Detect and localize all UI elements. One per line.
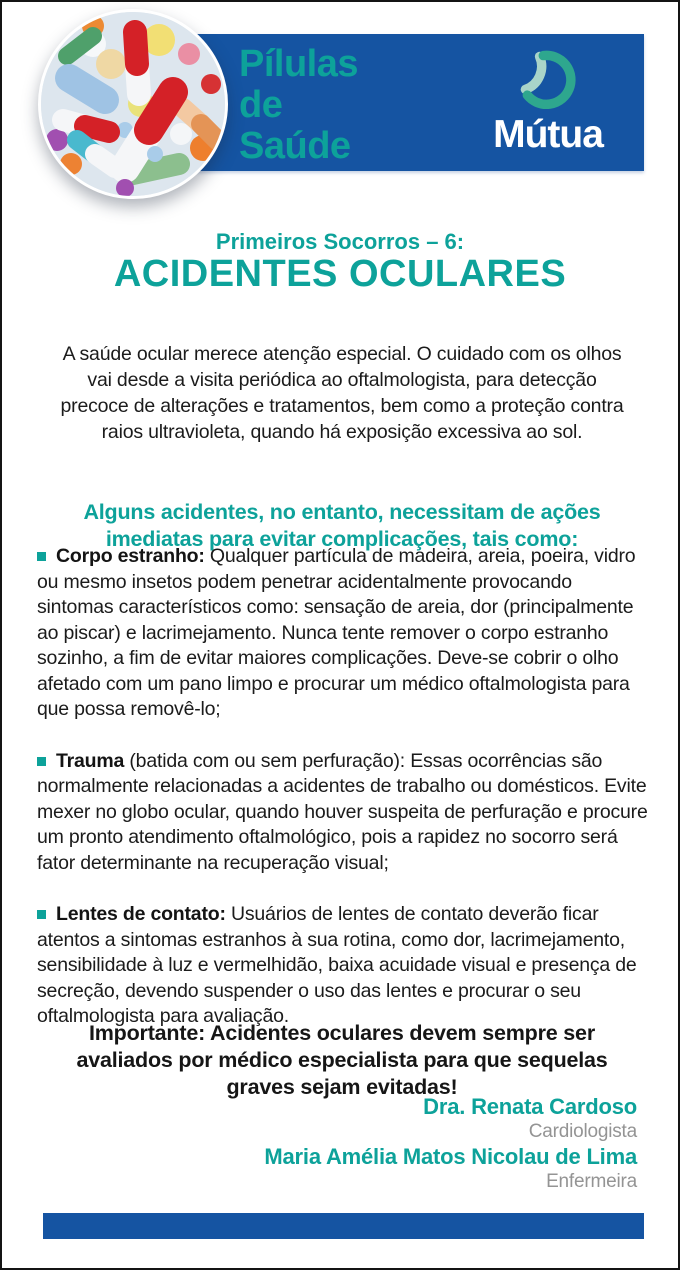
bullet-square-icon	[37, 757, 46, 766]
swirl-ring-icon	[515, 49, 581, 113]
list-item	[37, 902, 649, 1030]
signature-name: Maria Amélia Matos Nicolau de Lima	[264, 1144, 637, 1169]
intro-paragraph: A saúde ocular merece atenção especial. O cuidado com os olhos vai desde a visita periódica ao oftalmologista, para detecção precoce de alterações e tratamentos, bem como a proteção contra raios ultravioleta, quando há exposição excessiva ao sol.	[60, 342, 624, 443]
bullet-term: Lentes de contato:	[56, 903, 226, 925]
footer-bar	[43, 1213, 644, 1239]
important-note: Importante: Acidentes oculares devem sempre ser avaliados por médico especialista para que sequelas graves sejam evitadas!	[76, 1020, 608, 1099]
bullet-list	[37, 544, 649, 1056]
bullet-text: (batida com ou sem perfuração): Essas ocorrências são normalmente relacionadas a acidentes de trabalho ou domésticos. Evite mexer no globo ocular, quando houver suspeita de perfuração e procure um pronto atendimento oftalmológico, pois a rapidez no socorro será fator determinante na recuperação visual;	[37, 749, 648, 874]
bullet-square-icon	[37, 552, 46, 561]
bullet-text: Usuários de lentes de contato deverão ficar atentos a sintomas estranhos à sua rotina, como dor, lacrimejamento, sensibilidade à luz e vermelhidão, baixa acuidade visual e presença de secreção, devendo suspender o uso das lentes e procurar o seu oftalmologista para avaliação.	[37, 903, 637, 1027]
pills-illustration	[41, 12, 225, 196]
bullet-term: Corpo estranho:	[56, 545, 205, 567]
mutua-logo-text: Mútua	[493, 113, 603, 156]
brand-line-2: de	[239, 84, 283, 126]
page-title: ACIDENTES OCULARES	[113, 253, 567, 295]
list-item	[37, 749, 649, 877]
mutua-logo	[472, 49, 624, 155]
brand-line-1: Pílulas	[239, 43, 358, 85]
signature-role: Enfermeira	[546, 1171, 637, 1192]
bullet-text: Qualquer partícula de madeira, areia, poeira, vidro ou mesmo insetos podem penetrar acidentalmente provocando sintomas característicos como: sensação de areia, dor (principalmente ao piscar) e lacrimejamento. Nunca tente remover o corpo estranho sozinho, a fim de evitar maiores complicações. Deve-se cobrir o olho afetado com um pano limpo e procurar um médico oftalmologista para que possa removê-lo;	[37, 545, 636, 720]
bullet-square-icon	[37, 910, 46, 919]
bullet-term: Trauma	[56, 749, 125, 772]
kicker-title: Primeiros Socorros – 6:	[215, 229, 465, 254]
signature-role: Cardiologista	[528, 1121, 637, 1142]
brand-line-3: Saúde	[239, 125, 351, 167]
pills-photo	[38, 9, 228, 199]
signature-name: Dra. Renata Cardoso	[423, 1094, 637, 1119]
brand-title	[239, 44, 358, 167]
list-item	[37, 544, 649, 723]
section-subheading: Alguns acidentes, no entanto, necessitam de ações imediatas para evitar complicações, tais como:	[83, 499, 601, 551]
signature-block	[264, 1094, 637, 1194]
